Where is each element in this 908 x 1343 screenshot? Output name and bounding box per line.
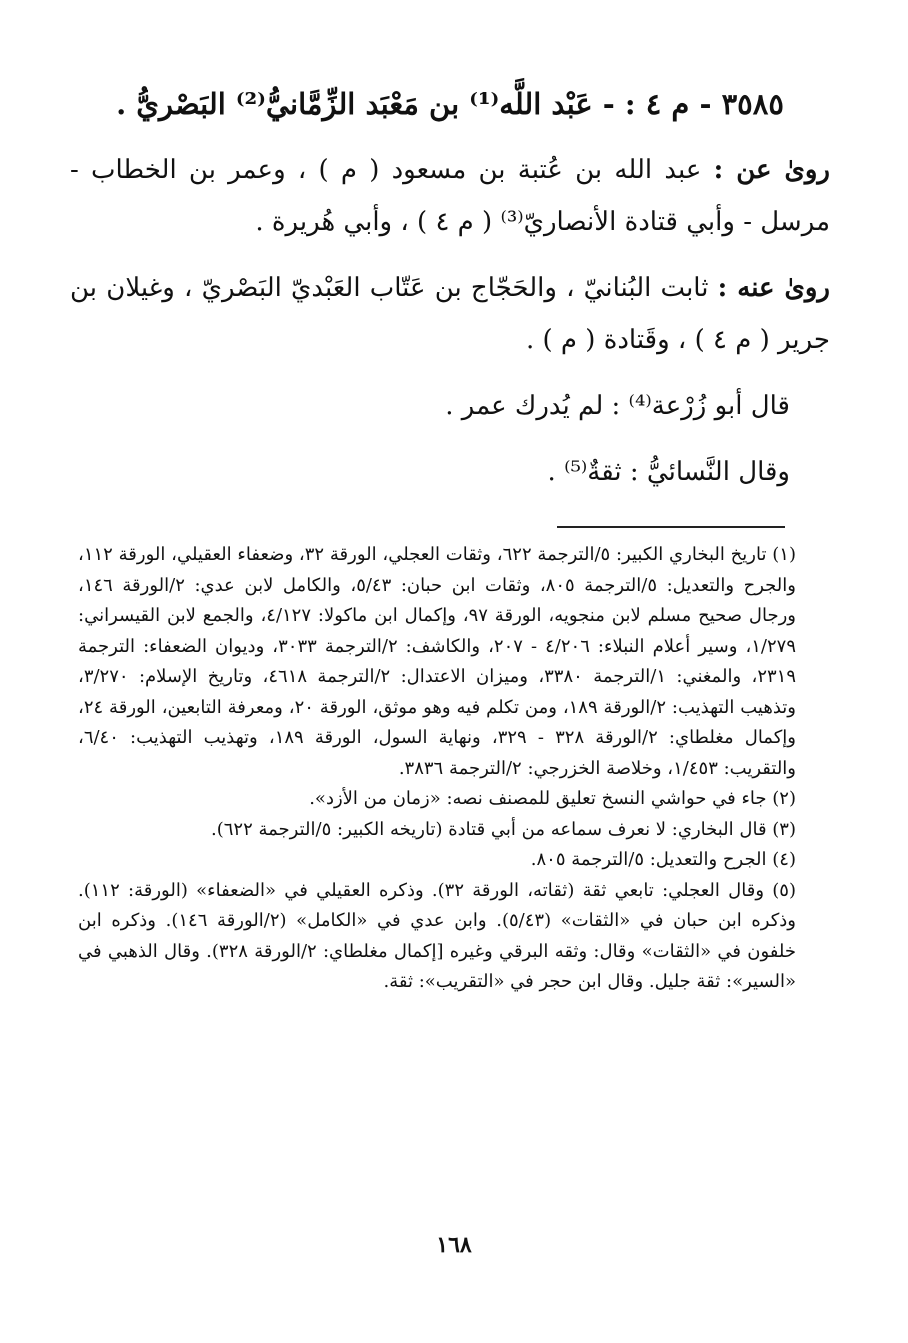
narrated-by-paragraph — [70, 262, 830, 366]
narrated-by-lead: روىٰ عنه : — [717, 273, 830, 303]
abu-zura-text: قال أبو زُرْعة⁽⁴⁾ : لم يُدرك عمر . — [445, 391, 790, 421]
main-text — [70, 78, 830, 512]
footnote-separator — [557, 526, 785, 528]
nasai-statement — [70, 446, 830, 498]
footnotes — [78, 540, 796, 998]
page-number: ١٦٨ — [436, 1232, 472, 1258]
footnote-3: (٣) قال البخاري: لا نعرف سماعه من أبي قتادة (تاريخه الكبير: ٥/الترجمة ٦٢٢). — [211, 818, 796, 840]
footnote-4: (٤) الجرح والتعديل: ٥/الترجمة ٨٠٥. — [530, 849, 796, 870]
abu-zura-statement — [70, 380, 830, 432]
footnote-2: (٢) جاء في حواشي النسخ تعليق للمصنف نصه: «زمان من الأزد». — [309, 788, 796, 809]
narrated-by-text: ثابت البُنانيّ ، والحَجّاج بن عَتّاب العَبْديّ البَصْريّ ، وغيلان بن جرير ( م ٤ ) ، وقَتادة ( م ) . — [70, 273, 830, 355]
footnote-5: (٥) وقال العجلي: تابعي ثقة (ثقاته، الورقة ٣٢). وذكره العقيلي في «الضعفاء» (الورقة: ١١٢). وذكره ابن حبان في «الثقات» (٥/٤٣). وابن عدي في «الكامل» (٢/الورقة ١٤٦). وذكره ابن خلفون في «الثقات» وقال: وثقه البرقي وغيره [إكمال مغلطاي: ٢/الورقة ٣٢٨). وقال الذهبي في «السير»: ثقة جليل. وقال ابن حجر في «التقريب»: ثقة. — [78, 879, 796, 992]
narrated-from-paragraph — [70, 144, 830, 248]
entry-heading: ٣٥٨٥ - م ٤ : - عَبْد اللَّه⁽¹⁾ بن مَعْبَد الزِّمَّانيُّ⁽²⁾ البَصْريُّ . — [116, 87, 784, 121]
narrated-from-lead: روىٰ عن : — [713, 155, 830, 185]
footnote-1: (١) تاريخ البخاري الكبير: ٥/الترجمة ٦٢٢، وثقات العجلي، الورقة ٣٢، وضعفاء العقيلي، الورقة ١١٢، والجرح والتعديل: ٥/الترجمة ٨٠٥، وثقات ابن حبان: ٥/٤٣، والكامل لابن عدي: ٢/الورقة ١٤٦، ورجال صحيح مسلم لابن منجويه، الورقة ٩٧، وإكمال ابن ماكولا: ٤/١٢٧، والجمع لابن القيسراني: ١/٢٧٩، وسير أعلام النبلاء: ٤/٢٠٦ - ٢٠٧، والكاشف: ٢/الترجمة ٣٠٣٣، وديوان الضعفاء: الترجمة ٢٣١٩، والمغني: ١/الترجمة ٣٣٨٠، وميزان الاعتدال: ٢/الترجمة ٤٦١٨، وتاريخ الإسلام: ٣/٢٧٠، وتذهيب التهذيب: ٢/الورقة ١٨٩، ومن تكلم فيه وهو موثق، الورقة ٢٠، ومعرفة التابعين، الورقة ٢٤، وإكمال مغلطاي: ٢/الورقة ٣٢٨ - ٣٢٩، ونهاية السول، الورقة ١٨٩، وتهذيب التهذيب: ٦/٤٠، والتقريب: ١/٤٥٣، وخلاصة الخزرجي: ٢/الترجمة ٣٨٣٦. — [78, 544, 797, 779]
narrated-from-text: عبد الله بن عُتبة بن مسعود ( م ) ، وعمر بن الخطاب - مرسل - وأبي قتادة الأنصاريّ⁽³⁾ ( م ٤ ) ، وأبي هُريرة . — [70, 155, 830, 237]
nasai-text: وقال النَّسائيُّ : ثقةٌ⁽⁵⁾ . — [547, 457, 790, 487]
